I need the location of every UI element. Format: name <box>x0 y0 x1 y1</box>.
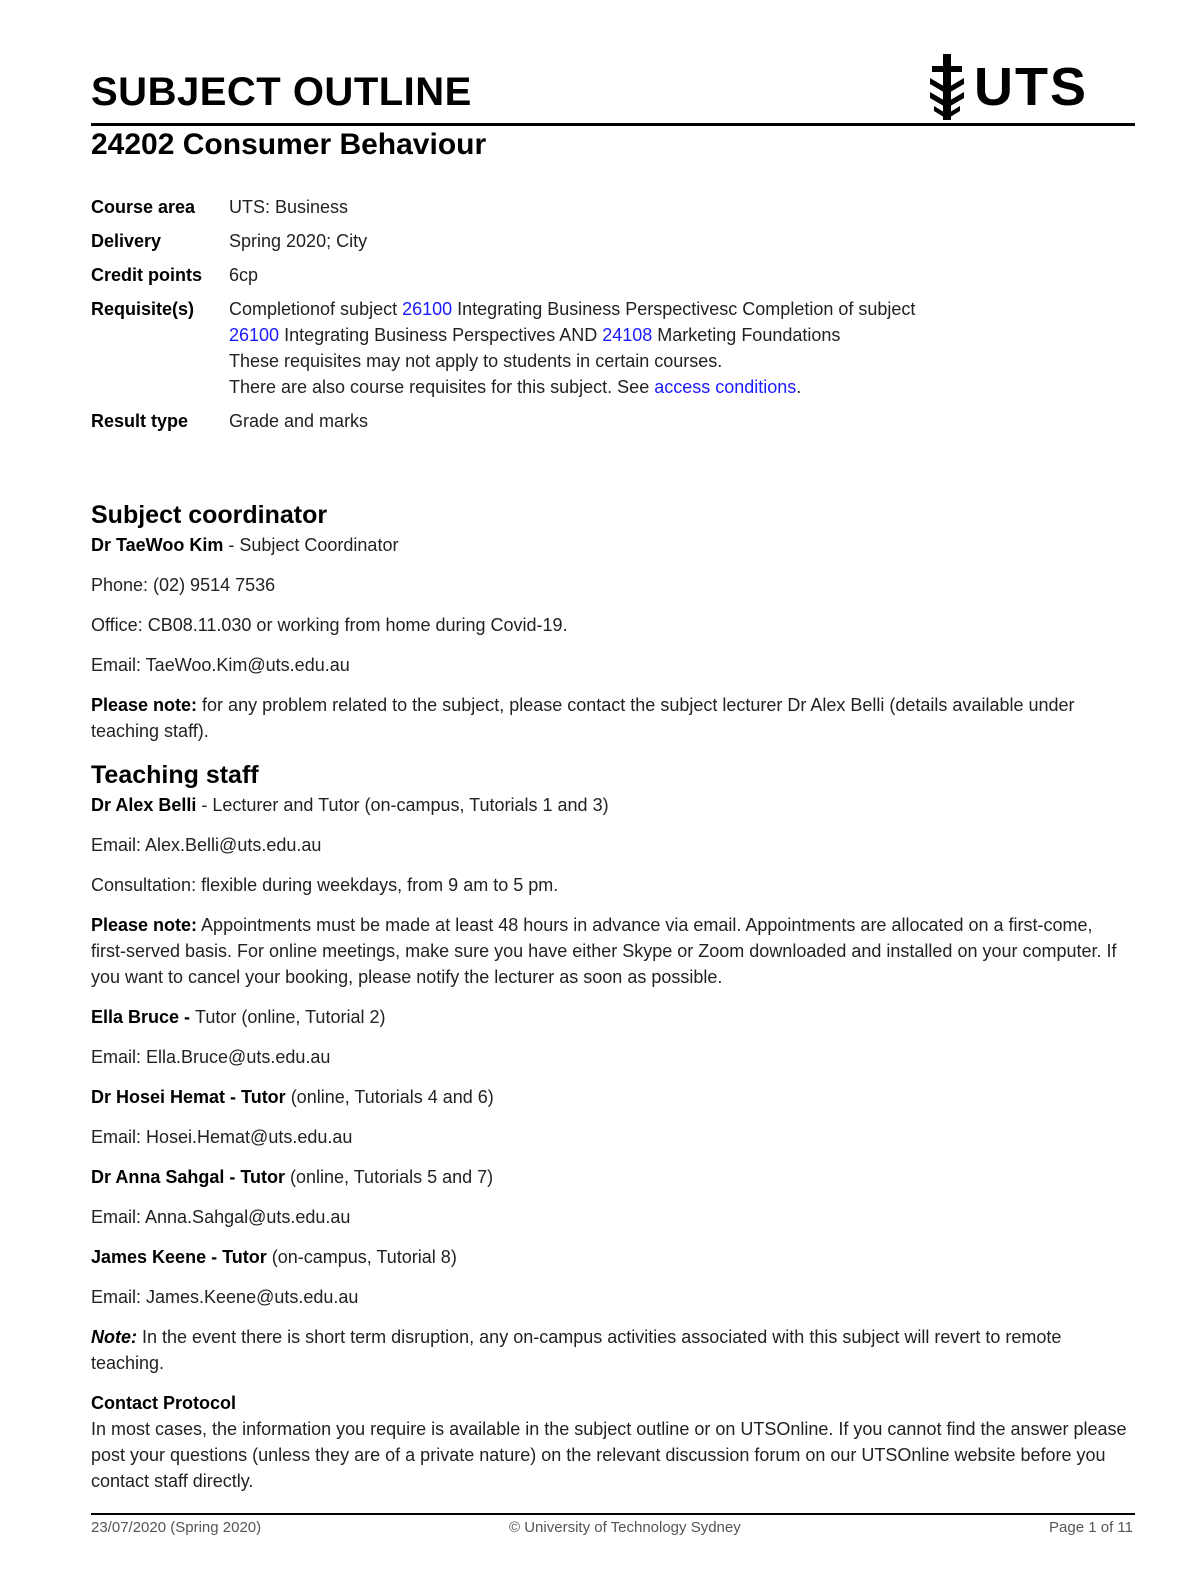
contacts-section <box>91 498 1131 1508</box>
uts-logo <box>926 52 1088 122</box>
requisites-row <box>91 296 1131 400</box>
uts-crest-icon <box>926 52 968 122</box>
coordinator-role: - Subject Coordinator <box>223 535 399 555</box>
coordinator-note-label: Please note: <box>91 695 198 715</box>
course-area-label: Course area <box>91 197 196 217</box>
belli-note-text: Appointments must be made at least 48 hours in advance via email. Appointments are allocated on a first-come, first-served basis. For online meetings, make sure you have either Skype or Zoom downloaded and installed on your computer. If you want to cancel your booking, please notify the lecturer as soon as possible. <box>91 915 1117 987</box>
course-area-row <box>91 194 1131 220</box>
teaching-staff-heading: Teaching staff <box>91 761 259 789</box>
belli-email: Email: Alex.Belli@uts.edu.au <box>91 835 322 855</box>
sahgal-name-line <box>91 1164 1131 1190</box>
course-requisites-text: There are also course requisites for this subject. See <box>229 377 655 397</box>
requisites-note: These requisites may not apply to students in certain courses. <box>229 351 723 371</box>
result-type-label: Result type <box>91 411 189 431</box>
footer-date: 23/07/2020 (Spring 2020) <box>91 1519 262 1536</box>
requisites-text-part: Integrating Business Perspectivesc Completion of subject <box>452 299 916 319</box>
requisites-text-part: Integrating Business Perspectives AND <box>279 325 603 345</box>
belli-note-label: Please note: <box>91 915 198 935</box>
coordinator-name: Dr TaeWoo Kim <box>91 535 224 555</box>
disruption-note-label: Note: <box>91 1327 137 1347</box>
subject-coordinator-heading: Subject coordinator <box>91 501 328 529</box>
keene-email: Email: James.Keene@uts.edu.au <box>91 1287 359 1307</box>
bruce-email: Email: Ella.Bruce@uts.edu.au <box>91 1047 331 1067</box>
course-requisites-note <box>229 374 1131 400</box>
belli-role: - Lecturer and Tutor (on-campus, Tutorials 1 and 3) <box>196 795 609 815</box>
sahgal-name: Dr Anna Sahgal - Tutor <box>91 1167 286 1187</box>
requisites-text-part: Marketing Foundations <box>652 325 841 345</box>
footer-page-number: Page 1 of 11 <box>1049 1519 1133 1536</box>
subject-title: 24202 Consumer Behaviour <box>91 128 487 161</box>
result-type-value: Grade and marks <box>229 411 369 431</box>
keene-role: (on-campus, Tutorial 8) <box>266 1247 457 1267</box>
bruce-name-line <box>91 1004 1131 1030</box>
document-title: SUBJECT OUTLINE <box>91 70 472 114</box>
credit-points-label: Credit points <box>91 265 202 285</box>
delivery-value: Spring 2020; City <box>229 231 368 251</box>
belli-name-line <box>91 792 1131 818</box>
coordinator-name-line <box>91 532 1131 558</box>
hemat-role: (online, Tutorials 4 and 6) <box>285 1087 494 1107</box>
disruption-note <box>91 1324 1131 1376</box>
keene-name-line <box>91 1244 1131 1270</box>
disruption-note-text: In the event there is short term disruption, any on-campus activities associated with this subject will revert to remote teaching. <box>91 1327 1062 1373</box>
subject-link-26100-2[interactable]: 26100 <box>229 325 280 345</box>
delivery-label: Delivery <box>91 231 162 251</box>
access-conditions-link[interactable]: access conditions <box>654 377 797 397</box>
coordinator-note <box>91 692 1131 744</box>
requisites-text-part: Completionof subject <box>229 299 403 319</box>
footer-copyright: © University of Technology Sydney <box>509 1519 741 1536</box>
requisites-text <box>229 296 929 348</box>
belli-note <box>91 912 1131 990</box>
hemat-email: Email: Hosei.Hemat@uts.edu.au <box>91 1127 353 1147</box>
sahgal-email: Email: Anna.Sahgal@uts.edu.au <box>91 1207 351 1227</box>
bruce-name: Ella Bruce - <box>91 1007 196 1027</box>
contact-protocol-text: In most cases, the information you require is available in the subject outline or on UTSOnline. If you cannot find the answer please post your questions (unless they are of a private nature) on the relevant discussion forum on our UTSOnline website before you contact staff directly. <box>91 1419 1127 1491</box>
coordinator-phone: Phone: (02) 9514 7536 <box>91 575 276 595</box>
coordinator-note-text: for any problem related to the subject, please contact the subject lecturer Dr Alex Belli (details available under teaching staff). <box>91 695 1075 741</box>
uts-logo-text: UTS <box>974 57 1088 117</box>
coordinator-email: Email: TaeWoo.Kim@uts.edu.au <box>91 655 350 675</box>
hemat-name: Dr Hosei Hemat - Tutor <box>91 1087 286 1107</box>
course-requisites-period: . <box>796 377 802 397</box>
subject-link-26100[interactable]: 26100 <box>402 299 453 319</box>
course-area-value: UTS: Business <box>229 197 349 217</box>
contact-protocol-heading: Contact Protocol <box>91 1393 237 1413</box>
sahgal-role: (online, Tutorials 5 and 7) <box>285 1167 494 1187</box>
credit-points-value: 6cp <box>229 265 259 285</box>
credit-points-row <box>91 262 1131 288</box>
subject-link-24108[interactable]: 24108 <box>602 325 653 345</box>
subject-details <box>91 194 1131 442</box>
keene-name: James Keene - Tutor <box>91 1247 267 1267</box>
bruce-role: Tutor (online, Tutorial 2) <box>195 1007 386 1027</box>
coordinator-office: Office: CB08.11.030 or working from home during Covid-19. <box>91 615 568 635</box>
requisites-value <box>229 296 1131 400</box>
header-rule <box>91 123 1135 126</box>
belli-name: Dr Alex Belli <box>91 795 197 815</box>
result-type-row <box>91 408 1131 434</box>
requisites-label: Requisite(s) <box>91 299 195 319</box>
delivery-row <box>91 228 1131 254</box>
footer-rule <box>91 1513 1135 1515</box>
hemat-name-line <box>91 1084 1131 1110</box>
belli-consultation: Consultation: flexible during weekdays, from 9 am to 5 pm. <box>91 875 559 895</box>
